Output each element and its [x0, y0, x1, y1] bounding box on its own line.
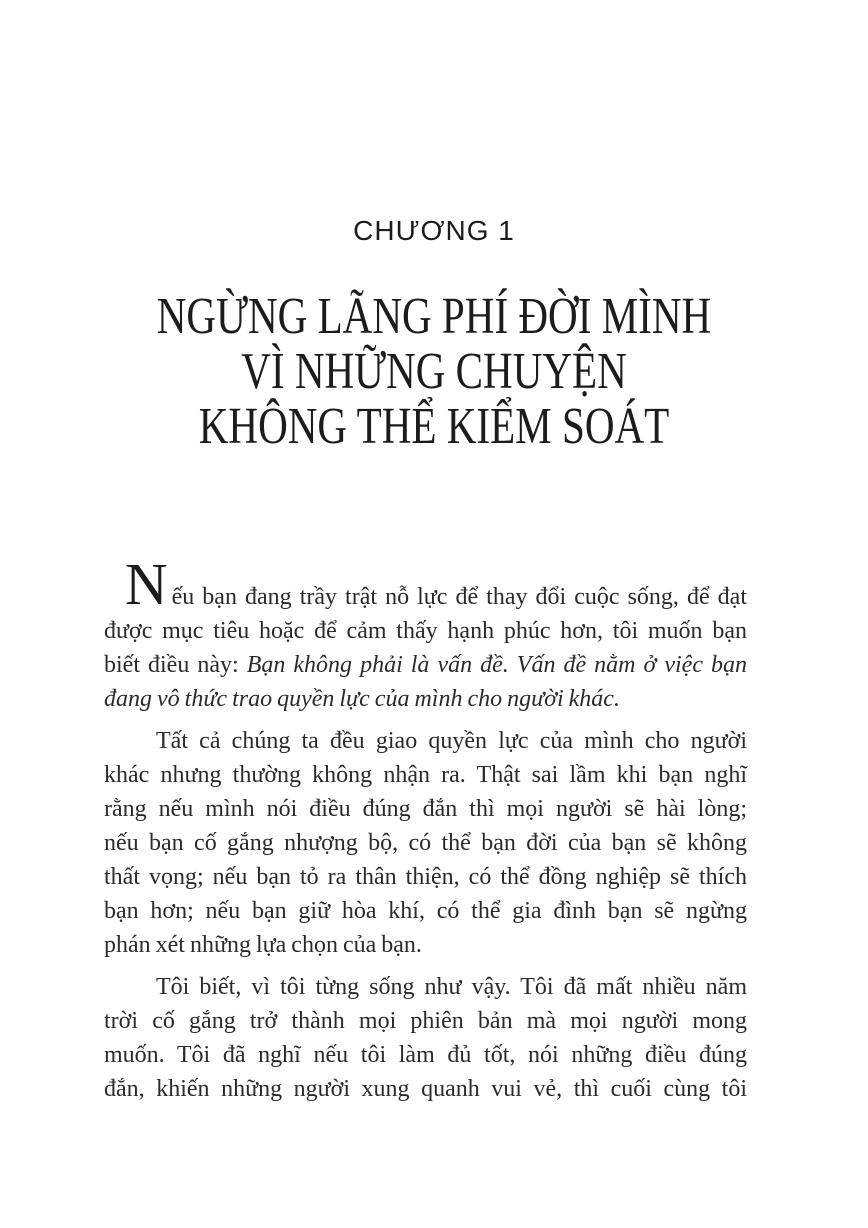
- text-line: [104, 551, 747, 617]
- text-line: [104, 792, 747, 826]
- body-text-segment: Tất cả chúng ta đều giao quyền lực của mình cho người: [156, 728, 747, 754]
- body-text-italic-segment: Bạn không phải là vấn đề. Vấn đề nằm ở việc bạn: [246, 652, 747, 678]
- chapter-title-line-3: KHÔNG THỂ KIỂM SOÁT: [198, 398, 670, 455]
- text-line: [104, 1004, 747, 1038]
- body-text-segment: trời cố gắng trở thành mọi phiên bản mà mọi người mong: [104, 1008, 747, 1034]
- paragraph: [104, 970, 747, 1106]
- text-line: [104, 724, 747, 758]
- text-line: [104, 1072, 747, 1106]
- body-text-segment: biết điều này:: [104, 652, 247, 678]
- body-text-segment: rằng nếu mình nói điều đúng đắn thì mọi người sẽ hài lòng;: [104, 796, 747, 822]
- body-text-segment: thất vọng; nếu bạn tỏ ra thân thiện, có thể đồng nghiệp sẽ thích: [104, 864, 747, 890]
- text-line: [104, 758, 747, 792]
- body-text-segment: nếu bạn cố gắng nhượng bộ, có thể bạn đời của bạn sẽ không: [104, 830, 747, 856]
- text-line: [104, 894, 747, 928]
- text-line: [104, 860, 747, 894]
- body-text-segment: ếu bạn đang trầy trật nỗ lực để thay đổi cuộc sống, để đạt: [171, 584, 747, 610]
- chapter-title-line-1: NGỪNG LÃNG PHÍ ĐỜI MÌNH: [156, 288, 712, 345]
- body-text: [104, 551, 747, 1106]
- body-text-segment: Tôi biết, vì tôi từng sống như vậy. Tôi đã mất nhiều năm: [156, 974, 747, 1000]
- body-text-segment: bạn hơn; nếu bạn giữ hòa khí, có thể gia đình bạn sẽ ngừng: [104, 898, 747, 924]
- paragraph: [104, 551, 747, 716]
- text-line: [104, 614, 747, 648]
- text-line: [104, 826, 747, 860]
- body-text-segment: khác nhưng thường không nhận ra. Thật sai lầm khi bạn nghĩ: [104, 762, 747, 788]
- body-text-segment: đắn, khiến những người xung quanh vui vẻ, thì cuối cùng tôi: [104, 1076, 747, 1102]
- paragraph: [104, 724, 747, 962]
- chapter-title: [0, 289, 868, 454]
- text-line: [104, 648, 747, 682]
- chapter-label: CHƯƠNG 1: [353, 215, 515, 246]
- body-text-italic-segment: đang vô thức trao quyền lực của mình cho người khác.: [104, 686, 620, 712]
- body-text-segment: muốn. Tôi đã nghĩ nếu tôi làm đủ tốt, nói những điều đúng: [104, 1042, 747, 1068]
- chapter-title-line-2: VÌ NHỮNG CHUYỆN: [241, 343, 627, 400]
- text-line: [104, 970, 747, 1004]
- text-line: [104, 682, 747, 716]
- body-text-segment: phán xét những lựa chọn của bạn.: [104, 932, 422, 958]
- text-line: [104, 928, 747, 962]
- body-text-segment: được mục tiêu hoặc để cảm thấy hạnh phúc hơn, tôi muốn bạn: [104, 618, 747, 644]
- text-line: [104, 1038, 747, 1072]
- drop-cap: N: [125, 551, 168, 617]
